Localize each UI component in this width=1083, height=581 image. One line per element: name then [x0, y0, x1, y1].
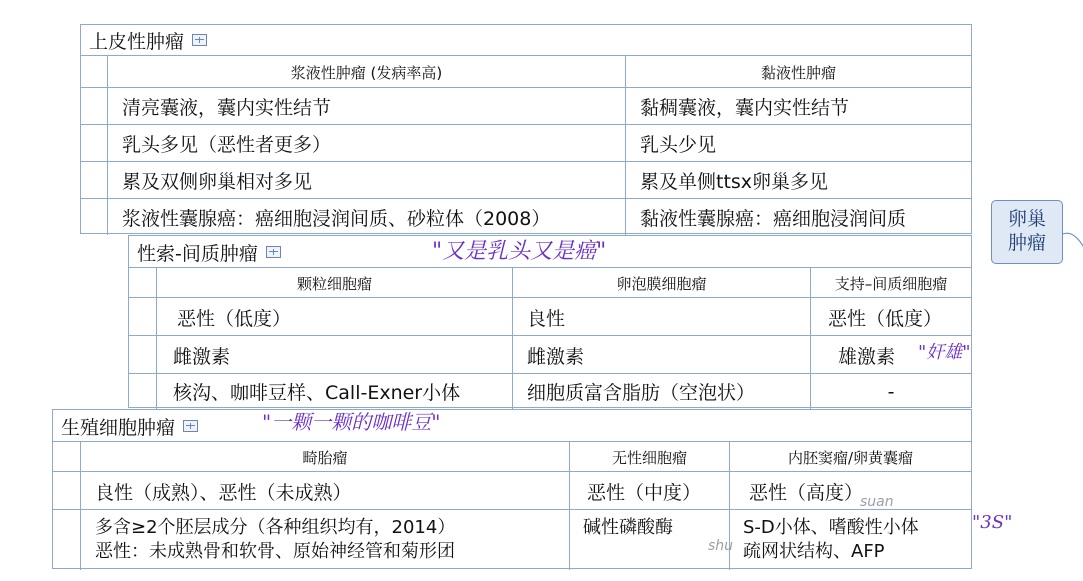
cell: 雄激素: [838, 345, 896, 368]
table-row: [81, 124, 971, 162]
watermark-text: suan: [860, 494, 894, 510]
epithelial-title: [89, 27, 207, 53]
cell: 良性: [527, 307, 566, 330]
epithelial-title-text: 上皮性肿瘤: [89, 30, 185, 53]
cell: 清亮囊液，囊内实性结节: [122, 97, 332, 119]
cell: 核沟、咖啡豆样、Call-Exner小体: [173, 382, 461, 404]
watermark-text: shu: [708, 538, 734, 554]
ovary-tumor-node[interactable]: [991, 200, 1063, 264]
sex-cord-title-text: 性索-间质肿瘤: [137, 242, 258, 265]
androgen-annotation: "奸雄": [918, 342, 971, 363]
cell: 乳头少见: [640, 134, 717, 156]
germ-cell-title-text: 生殖细胞肿瘤: [61, 416, 176, 439]
connector-line: [1063, 222, 1083, 252]
cell: 浆液性囊腺癌：癌细胞浸润间质、砂粒体（2008）: [122, 207, 551, 230]
table-row: [53, 509, 971, 570]
table-row: [129, 335, 971, 374]
germ-cell-table: [52, 409, 972, 569]
table-header-row: [53, 441, 971, 472]
cell: 累及单侧ttsx卵巢多见: [640, 171, 829, 193]
header-sertoli-leydig: 支持–间质细胞瘤: [834, 274, 948, 293]
header-mucinous: 黏液性肿瘤: [760, 63, 836, 82]
cell: -: [887, 380, 895, 403]
cell: 恶性（中度）: [587, 481, 702, 504]
cell: 恶性（高度）: [749, 481, 864, 504]
header-teratoma: 畸胎瘤: [302, 448, 348, 467]
cell: 雌激素: [173, 345, 231, 368]
cell: 雌激素: [527, 345, 585, 368]
header-dysgerminoma: 无性细胞瘤: [611, 448, 687, 467]
header-thecoma: 卵泡膜细胞瘤: [616, 274, 707, 293]
table-row: [81, 87, 971, 125]
expand-icon[interactable]: [192, 34, 207, 46]
header-serous: 浆液性肿瘤 (发病率高): [290, 63, 443, 82]
cell: 累及双侧卵巢相对多见: [122, 171, 313, 193]
header-granulosa: 颗粒细胞瘤: [296, 274, 372, 293]
cell: 细胞质富含脂肪（空泡状）: [527, 382, 756, 404]
sex-cord-annotation: "又是乳头又是癌": [432, 239, 607, 264]
3s-annotation: "3S": [972, 512, 1013, 533]
table-header-row: [129, 267, 971, 298]
cell-line: S-D小体、嗜酸性小体: [743, 517, 919, 538]
cell: 黏液性囊腺癌：癌细胞浸润间质: [640, 207, 907, 230]
header-yolk-sac: 内胚窦瘤/卵黄囊瘤: [787, 448, 914, 467]
table-row: [53, 471, 971, 510]
table-row: [81, 198, 971, 235]
cell: [95, 516, 455, 564]
cell: 良性（成熟）、恶性（未成熟）: [95, 481, 352, 504]
sex-cord-title: [137, 238, 281, 266]
ovary-node-line: 肿瘤: [1007, 232, 1046, 254]
cell: 碱性磷酸酶: [583, 517, 673, 538]
cell-line: 多含≥2个胚层成分（各种组织均有，2014）: [95, 517, 456, 538]
table-header-row: [81, 55, 971, 88]
cell-line: 恶性：未成熟骨和软骨、原始神经管和菊形团: [95, 541, 455, 562]
cell: 恶性（低度）: [177, 307, 292, 330]
expand-icon[interactable]: [183, 420, 198, 432]
table-row: [129, 373, 971, 409]
ovary-node-line: 卵巢: [1007, 208, 1046, 230]
cell: 恶性（低度）: [828, 307, 943, 330]
cell: [743, 516, 919, 564]
germ-cell-title: [61, 412, 198, 440]
table-row: [81, 161, 971, 199]
expand-icon[interactable]: [266, 246, 281, 258]
cell: 黏稠囊液，囊内实性结节: [640, 97, 850, 119]
cell-line: 疏网状结构、AFP: [743, 541, 885, 562]
table-row: [129, 297, 971, 336]
germ-annotation: "一颗一颗的咖啡豆": [262, 410, 441, 434]
epithelial-table: [80, 24, 972, 234]
cell: 乳头多见（恶性者更多）: [122, 134, 332, 156]
